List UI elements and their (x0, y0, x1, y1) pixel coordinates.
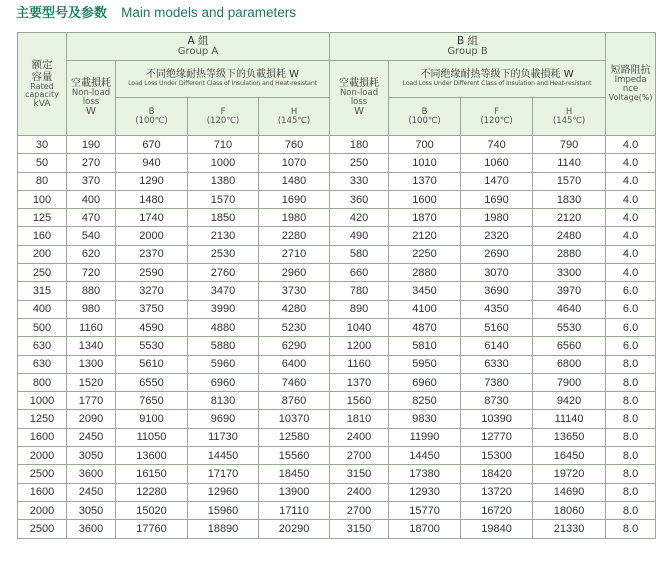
group-b-class-f-cell: 5160 (461, 318, 533, 336)
group-b-class-f-cell: 10390 (461, 410, 533, 428)
group-a-noload-cell: 3600 (67, 465, 116, 483)
group-a-class-b-cell: 5530 (116, 337, 188, 355)
group-b-noload-cell: 1370 (330, 373, 389, 391)
group-b-class-f-cell: 13720 (461, 483, 533, 501)
capacity-header-en: Rated capacity (25, 81, 59, 100)
group-a-class-b-cell: 9100 (116, 410, 188, 428)
table-row (18, 282, 656, 300)
group-b-class-h-cell: 1570 (533, 172, 606, 190)
page-title-en: Main models and parameters (121, 5, 296, 20)
table-row (18, 337, 656, 355)
group-b-class-b-cell: 11990 (389, 428, 461, 446)
group-b-noload-cell: 890 (330, 300, 389, 318)
table-row (18, 520, 656, 538)
group-b-noload-cell: 1160 (330, 355, 389, 373)
group-b-class-h-header (533, 98, 606, 136)
group-a-load-en: Load Loss Under Different Class of Insulation and Heat-resistant (128, 79, 317, 87)
group-a-class-b-cell: 940 (116, 154, 188, 172)
group-b-noload-cell: 3150 (330, 465, 389, 483)
group-a-noload-cell: 1770 (67, 392, 116, 410)
group-b-class-f-temp: (120℃) (480, 115, 513, 126)
group-b-class-f-cell: 1470 (461, 172, 533, 190)
group-a-class-f-cell: 8130 (188, 392, 259, 410)
group-a-noload-cell: 880 (67, 282, 116, 300)
group-b-cn: B 組 (457, 34, 479, 47)
group-b-noload-cell: 780 (330, 282, 389, 300)
group-b-noload-cell: 1200 (330, 337, 389, 355)
group-a-class-h-cell: 760 (259, 136, 330, 154)
group-b-noload-cell: 2400 (330, 428, 389, 446)
group-b-class-f-cell: 8730 (461, 392, 533, 410)
group-b-class-h-cell: 11140 (533, 410, 606, 428)
capacity-cell: 315 (18, 282, 67, 300)
group-b-class-f-cell: 2320 (461, 227, 533, 245)
group-b-class-h-cell: 3300 (533, 264, 606, 282)
group-a-load-cn: 不同绝缘耐热等级下的负載損耗 W (145, 69, 300, 81)
group-a-class-f-cell: 3990 (188, 300, 259, 318)
group-a-load-header (116, 61, 330, 98)
group-b-load-header (389, 61, 606, 98)
group-a-class-b-cell: 670 (116, 136, 188, 154)
group-b-noload-cell: 580 (330, 245, 389, 263)
group-a-class-f-cell: 14450 (188, 447, 259, 465)
group-a-noload-cell: 720 (67, 264, 116, 282)
group-b-noload-cell: 330 (330, 172, 389, 190)
group-a-class-f-cell: 2530 (188, 245, 259, 263)
group-a-class-f-temp: (120℃) (206, 115, 240, 126)
group-b-class-h-cell: 13650 (533, 428, 606, 446)
table-row (18, 373, 656, 391)
group-b-class-f-cell: 740 (461, 136, 533, 154)
group-a-noload-cell: 400 (67, 190, 116, 208)
group-b-class-h-cell: 19720 (533, 465, 606, 483)
group-a-class-b-cell: 3750 (116, 300, 188, 318)
parameters-table (17, 32, 656, 539)
group-b-class-b-cell: 15770 (389, 501, 461, 519)
group-b-en: Group B (447, 45, 488, 57)
table-body (18, 136, 656, 539)
group-a-header (67, 33, 330, 61)
capacity-cell: 2000 (18, 447, 67, 465)
group-b-class-f-cell: 15300 (461, 447, 533, 465)
group-a-class-f-header (188, 98, 259, 136)
group-b-class-h-cell: 4640 (533, 300, 606, 318)
group-a-noload-cell: 3600 (67, 520, 116, 538)
group-b-class-h-cell: 21330 (533, 520, 606, 538)
table-row (18, 501, 656, 519)
capacity-header-unit: kVA (33, 98, 51, 109)
impedance-cell: 4.0 (606, 245, 656, 263)
group-a-noload-cell: 3050 (67, 501, 116, 519)
capacity-cell: 200 (18, 245, 67, 263)
table-row (18, 355, 656, 373)
group-b-class-f-cell: 2690 (461, 245, 533, 263)
group-a-class-f-cell: 11730 (188, 428, 259, 446)
group-a-noload-cell: 1340 (67, 337, 116, 355)
capacity-cell: 2000 (18, 501, 67, 519)
capacity-cell: 80 (18, 172, 67, 190)
group-a-class-b-cell: 1740 (116, 209, 188, 227)
table-row (18, 136, 656, 154)
group-a-en: Group A (177, 45, 219, 57)
group-b-class-f-cell: 16720 (461, 501, 533, 519)
group-b-class-b-cell: 5810 (389, 337, 461, 355)
group-a-noload-cell: 540 (67, 227, 116, 245)
table-row (18, 154, 656, 172)
group-a-class-f-cell: 17170 (188, 465, 259, 483)
group-a-noload-cell: 1300 (67, 355, 116, 373)
group-a-noload-cell: 1520 (67, 373, 116, 391)
group-a-noload-en: Non-load loss (71, 88, 111, 107)
group-a-class-h: H (290, 106, 298, 117)
group-b-noload-cell: 2700 (330, 447, 389, 465)
group-a-class-b: B (148, 106, 155, 117)
capacity-cell: 1600 (18, 428, 67, 446)
group-a-class-f-cell: 2760 (188, 264, 259, 282)
group-b-class-b: B (421, 106, 428, 117)
group-b-class-b-cell: 9830 (389, 410, 461, 428)
group-a-class-h-header (259, 98, 330, 136)
impedance-cell: 6.0 (606, 300, 656, 318)
group-a-class-h-cell: 18450 (259, 465, 330, 483)
group-b-class-h-cell: 2120 (533, 209, 606, 227)
group-b-class-b-cell: 14450 (389, 447, 461, 465)
group-b-class-h-cell: 790 (533, 136, 606, 154)
capacity-cell: 160 (18, 227, 67, 245)
table-row (18, 428, 656, 446)
table-row (18, 483, 656, 501)
group-a-cn: A 組 (187, 34, 209, 47)
group-a-class-h-cell: 1480 (259, 172, 330, 190)
group-b-noload-cell: 2400 (330, 483, 389, 501)
group-b-load-en: Load Loss Under Different Class of Insulation and Heat-resistant (402, 79, 592, 87)
group-b-header (330, 33, 606, 61)
group-b-class-f-cell: 6330 (461, 355, 533, 373)
group-a-class-h-temp: (145℃) (277, 115, 311, 126)
group-a-noload-cell: 470 (67, 209, 116, 227)
group-a-class-h-cell: 17110 (259, 501, 330, 519)
group-b-class-b-temp: (100℃) (408, 115, 441, 126)
impedance-header-en: Impedance (614, 75, 647, 95)
group-a-class-b-temp: (100℃) (135, 115, 168, 126)
group-a-class-h-cell: 6290 (259, 337, 330, 355)
group-b-class-b-cell: 1600 (389, 190, 461, 208)
capacity-cell: 630 (18, 355, 67, 373)
impedance-header-cn: 短路阻抗 (610, 64, 651, 76)
group-a-class-h-cell: 6400 (259, 355, 330, 373)
group-b-class-h-cell: 9420 (533, 392, 606, 410)
capacity-header (18, 33, 67, 136)
group-a-class-b-cell: 2590 (116, 264, 188, 282)
table-row (18, 392, 656, 410)
group-b-class-f-cell: 7380 (461, 373, 533, 391)
group-a-class-f-cell: 5960 (188, 355, 259, 373)
group-a-noload-header (67, 61, 116, 136)
group-b-noload-unit: W (354, 105, 364, 117)
group-a-class-b-header (116, 98, 188, 136)
group-b-noload-cell: 180 (330, 136, 389, 154)
group-a-class-f-cell: 4880 (188, 318, 259, 336)
group-a-class-f: F (220, 106, 226, 117)
group-a-class-b-cell: 16150 (116, 465, 188, 483)
group-a-class-f-cell: 5880 (188, 337, 259, 355)
impedance-cell: 8.0 (606, 355, 656, 373)
group-a-class-h-cell: 1690 (259, 190, 330, 208)
group-b-class-b-cell: 4870 (389, 318, 461, 336)
group-a-noload-cn: 空載損耗 (71, 77, 111, 89)
capacity-header-cn: 额定容量 (31, 58, 53, 83)
group-b-load-cn: 不同绝缘耐热等级下的负載損耗 W (420, 69, 574, 81)
impedance-cell: 4.0 (606, 264, 656, 282)
table-row (18, 245, 656, 263)
group-b-noload-cell: 1040 (330, 318, 389, 336)
group-b-noload-cell: 1810 (330, 410, 389, 428)
group-a-class-h-cell: 2960 (259, 264, 330, 282)
impedance-cell: 8.0 (606, 392, 656, 410)
capacity-cell: 400 (18, 300, 67, 318)
group-b-class-h-cell: 2880 (533, 245, 606, 263)
group-a-class-b-cell: 12280 (116, 483, 188, 501)
impedance-cell: 4.0 (606, 136, 656, 154)
group-b-noload-cell: 1560 (330, 392, 389, 410)
group-a-noload-cell: 620 (67, 245, 116, 263)
group-b-noload-header (330, 61, 389, 136)
group-a-class-b-cell: 2370 (116, 245, 188, 263)
group-a-class-b-cell: 5610 (116, 355, 188, 373)
impedance-header-unit: Voltage(%) (608, 92, 653, 102)
group-b-noload-cell: 2700 (330, 501, 389, 519)
group-a-class-b-cell: 7650 (116, 392, 188, 410)
group-b-class-b-cell: 2120 (389, 227, 461, 245)
group-a-class-b-cell: 17760 (116, 520, 188, 538)
group-b-class-b-header (389, 98, 461, 136)
group-b-class-f-cell: 6140 (461, 337, 533, 355)
group-a-class-h-cell: 8760 (259, 392, 330, 410)
group-b-class-h-cell: 14690 (533, 483, 606, 501)
capacity-cell: 125 (18, 209, 67, 227)
group-b-class-h-cell: 7900 (533, 373, 606, 391)
group-a-noload-unit: W (86, 105, 96, 117)
impedance-header (606, 33, 656, 136)
capacity-cell: 1250 (18, 410, 67, 428)
impedance-cell: 4.0 (606, 172, 656, 190)
group-b-class-b-cell: 18700 (389, 520, 461, 538)
group-b-class-h-cell: 16450 (533, 447, 606, 465)
table-row (18, 465, 656, 483)
impedance-cell: 4.0 (606, 190, 656, 208)
capacity-cell: 1600 (18, 483, 67, 501)
group-a-class-h-cell: 2280 (259, 227, 330, 245)
capacity-cell: 250 (18, 264, 67, 282)
group-b-class-h-cell: 6800 (533, 355, 606, 373)
group-a-class-b-cell: 11050 (116, 428, 188, 446)
group-b-class-b-cell: 17380 (389, 465, 461, 483)
group-b-class-b-cell: 12930 (389, 483, 461, 501)
group-b-noload-en: Non-load loss (339, 88, 379, 107)
group-a-class-b-cell: 3270 (116, 282, 188, 300)
group-a-class-h-cell: 1980 (259, 209, 330, 227)
capacity-cell: 800 (18, 373, 67, 391)
group-a-class-h-cell: 7460 (259, 373, 330, 391)
group-b-class-h-cell: 6560 (533, 337, 606, 355)
group-b-class-f-cell: 3070 (461, 264, 533, 282)
page-title (16, 2, 296, 21)
group-a-class-h-cell: 5230 (259, 318, 330, 336)
group-b-class-b-cell: 4100 (389, 300, 461, 318)
group-b-noload-cell: 360 (330, 190, 389, 208)
group-b-class-h: H (565, 106, 573, 117)
group-b-class-f-cell: 1060 (461, 154, 533, 172)
group-a-class-h-cell: 13900 (259, 483, 330, 501)
group-b-noload-cn: 空載損耗 (339, 77, 380, 89)
group-b-class-f-header (461, 98, 533, 136)
table-row (18, 264, 656, 282)
group-a-class-h-cell: 15560 (259, 447, 330, 465)
group-a-class-f-cell: 9690 (188, 410, 259, 428)
impedance-cell: 8.0 (606, 373, 656, 391)
group-b-class-f-cell: 12770 (461, 428, 533, 446)
group-b-class-f-cell: 19840 (461, 520, 533, 538)
group-a-noload-cell: 980 (67, 300, 116, 318)
group-b-noload-cell: 3150 (330, 520, 389, 538)
group-a-class-h-cell: 4280 (259, 300, 330, 318)
group-b-class-b-cell: 8250 (389, 392, 461, 410)
group-a-class-f-cell: 710 (188, 136, 259, 154)
group-b-class-h-cell: 1830 (533, 190, 606, 208)
group-b-class-h-cell: 18060 (533, 501, 606, 519)
capacity-cell: 50 (18, 154, 67, 172)
group-b-class-h-cell: 5530 (533, 318, 606, 336)
group-a-class-h-cell: 1070 (259, 154, 330, 172)
group-b-class-f-cell: 1980 (461, 209, 533, 227)
group-a-noload-cell: 2450 (67, 428, 116, 446)
impedance-cell: 8.0 (606, 410, 656, 428)
impedance-cell: 6.0 (606, 282, 656, 300)
group-a-class-f-cell: 1000 (188, 154, 259, 172)
group-b-noload-cell: 490 (330, 227, 389, 245)
group-a-class-b-cell: 2000 (116, 227, 188, 245)
group-a-class-f-cell: 1380 (188, 172, 259, 190)
capacity-cell: 1000 (18, 392, 67, 410)
group-a-noload-cell: 3050 (67, 447, 116, 465)
capacity-cell: 2500 (18, 520, 67, 538)
group-a-class-h-cell: 12580 (259, 428, 330, 446)
page-title-cn: 主要型号及参数 (16, 6, 108, 21)
table-row (18, 410, 656, 428)
group-a-class-b-cell: 13600 (116, 447, 188, 465)
group-b-class-h-temp: (145℃) (552, 115, 586, 126)
group-a-noload-cell: 2450 (67, 483, 116, 501)
impedance-cell: 4.0 (606, 154, 656, 172)
impedance-cell: 4.0 (606, 227, 656, 245)
group-a-class-f-cell: 1850 (188, 209, 259, 227)
group-b-class-b-cell: 1010 (389, 154, 461, 172)
group-a-class-h-cell: 3730 (259, 282, 330, 300)
group-b-class-b-cell: 1370 (389, 172, 461, 190)
group-a-class-h-cell: 20290 (259, 520, 330, 538)
impedance-cell: 6.0 (606, 337, 656, 355)
group-a-class-f-cell: 12960 (188, 483, 259, 501)
group-b-noload-cell: 250 (330, 154, 389, 172)
table-row (18, 318, 656, 336)
capacity-cell: 2500 (18, 465, 67, 483)
group-a-class-b-cell: 4590 (116, 318, 188, 336)
group-a-class-f-cell: 15960 (188, 501, 259, 519)
capacity-cell: 630 (18, 337, 67, 355)
group-b-class-h-cell: 1140 (533, 154, 606, 172)
group-b-class-b-cell: 6960 (389, 373, 461, 391)
impedance-cell: 8.0 (606, 447, 656, 465)
group-b-class-h-cell: 2480 (533, 227, 606, 245)
group-b-class-f: F (494, 106, 499, 117)
group-b-class-b-cell: 5950 (389, 355, 461, 373)
group-b-noload-cell: 420 (330, 209, 389, 227)
impedance-cell: 8.0 (606, 520, 656, 538)
group-b-class-b-cell: 2880 (389, 264, 461, 282)
group-a-noload-cell: 1160 (67, 318, 116, 336)
table-row (18, 300, 656, 318)
table-row (18, 209, 656, 227)
capacity-cell: 500 (18, 318, 67, 336)
group-b-class-b-cell: 700 (389, 136, 461, 154)
group-b-class-f-cell: 4350 (461, 300, 533, 318)
group-b-class-f-cell: 3690 (461, 282, 533, 300)
group-a-class-h-cell: 10370 (259, 410, 330, 428)
impedance-cell: 8.0 (606, 483, 656, 501)
group-b-noload-cell: 660 (330, 264, 389, 282)
impedance-cell: 4.0 (606, 209, 656, 227)
group-a-class-b-cell: 1290 (116, 172, 188, 190)
impedance-cell: 8.0 (606, 465, 656, 483)
group-a-class-f-cell: 18890 (188, 520, 259, 538)
group-b-class-f-cell: 1690 (461, 190, 533, 208)
group-b-class-f-cell: 18420 (461, 465, 533, 483)
table-row (18, 447, 656, 465)
group-a-class-b-cell: 15020 (116, 501, 188, 519)
impedance-cell: 8.0 (606, 501, 656, 519)
group-a-noload-cell: 2090 (67, 410, 116, 428)
capacity-cell: 100 (18, 190, 67, 208)
group-a-class-f-cell: 6960 (188, 373, 259, 391)
impedance-cell: 6.0 (606, 318, 656, 336)
group-a-class-f-cell: 3470 (188, 282, 259, 300)
group-b-class-b-cell: 2250 (389, 245, 461, 263)
group-b-class-b-cell: 3450 (389, 282, 461, 300)
group-a-class-b-cell: 1480 (116, 190, 188, 208)
table-header (18, 33, 656, 136)
table-row (18, 190, 656, 208)
group-a-class-f-cell: 2130 (188, 227, 259, 245)
group-a-class-h-cell: 2710 (259, 245, 330, 263)
table-row (18, 172, 656, 190)
capacity-cell: 30 (18, 136, 67, 154)
group-a-class-b-cell: 6550 (116, 373, 188, 391)
group-b-class-b-cell: 1870 (389, 209, 461, 227)
impedance-cell: 8.0 (606, 428, 656, 446)
table-row (18, 227, 656, 245)
group-b-class-h-cell: 3970 (533, 282, 606, 300)
group-a-class-f-cell: 1570 (188, 190, 259, 208)
group-a-noload-cell: 190 (67, 136, 116, 154)
group-a-noload-cell: 370 (67, 172, 116, 190)
group-a-noload-cell: 270 (67, 154, 116, 172)
